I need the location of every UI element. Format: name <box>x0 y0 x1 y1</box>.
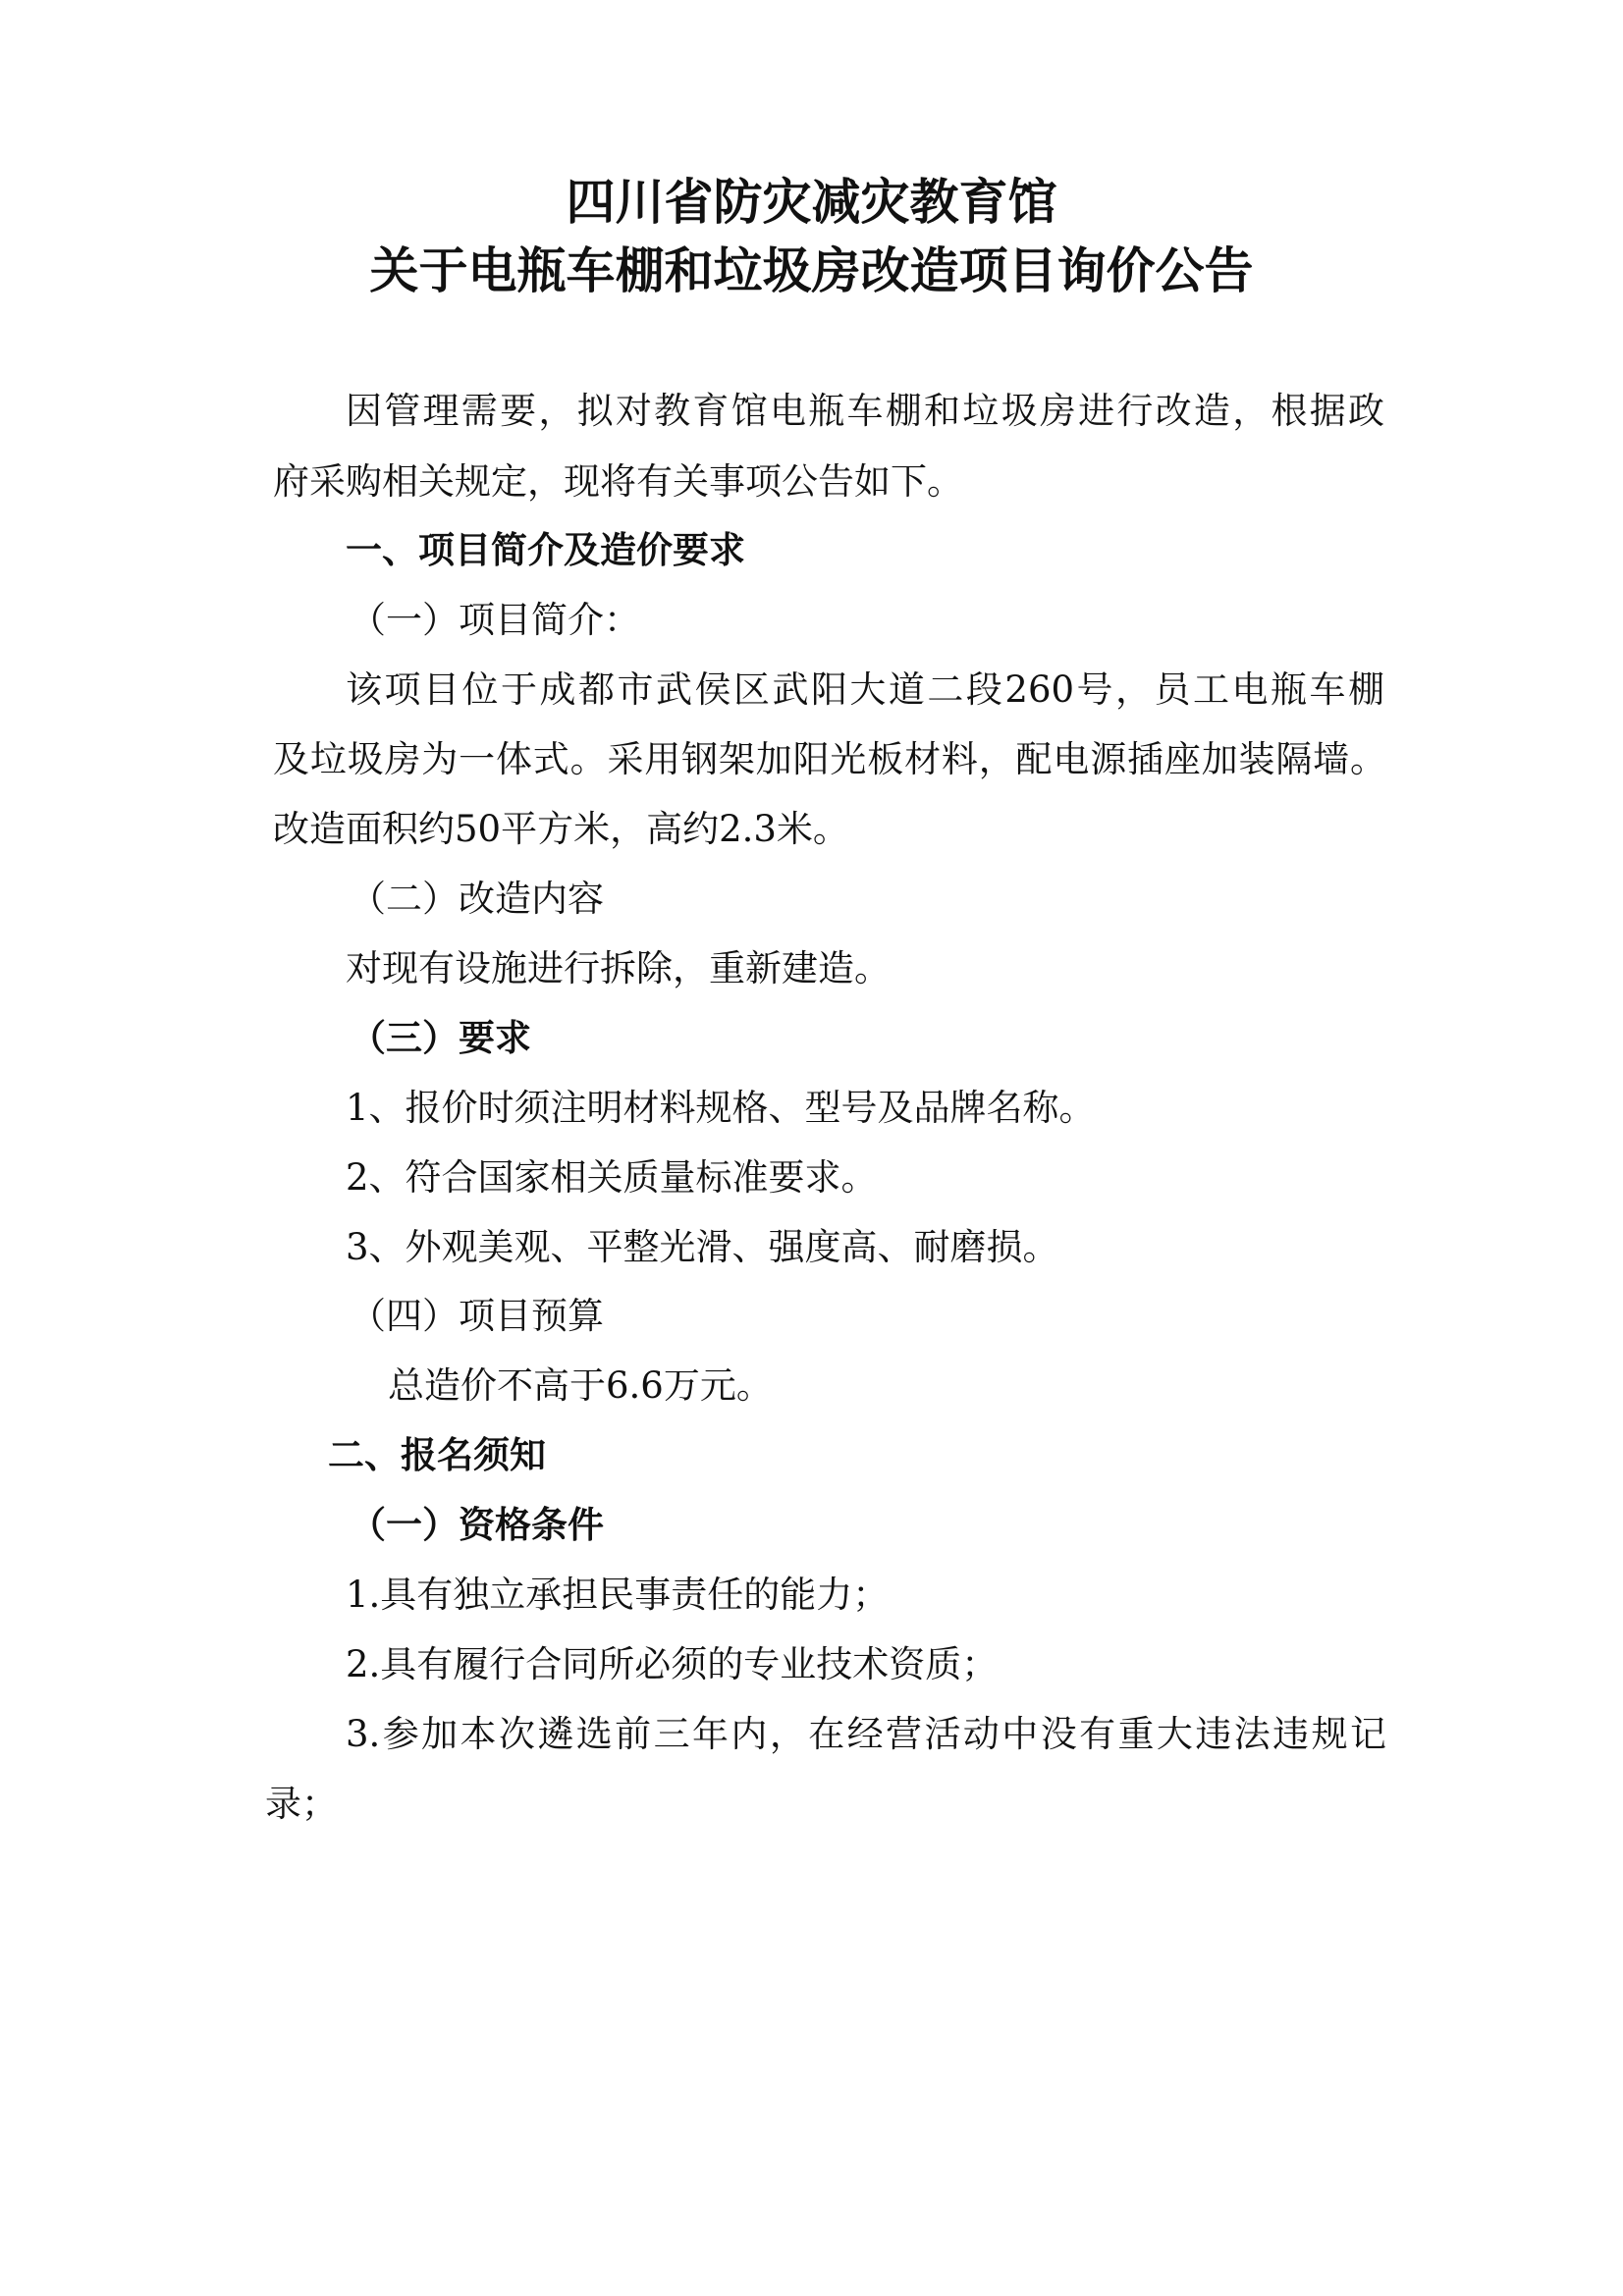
qualification-item-continued: 录； <box>265 1783 338 1825</box>
section-1-sub-1-line-3: 改造面积约50平方米，高约2.3米。 <box>273 808 849 850</box>
section-1-sub-4-heading: （四）项目预算 <box>350 1295 604 1337</box>
requirement-item: 2、符合国家相关质量标准要求。 <box>346 1156 878 1199</box>
section-1-sub-2-heading: （二）改造内容 <box>350 878 604 920</box>
requirement-item: 3、外观美观、平整光滑、强度高、耐磨损。 <box>346 1226 1059 1268</box>
qualification-item: 2.具有履行合同所必须的专业技术资质； <box>346 1643 999 1685</box>
requirement-item: 1、报价时须注明材料规格、型号及品牌名称。 <box>346 1087 1096 1129</box>
section-1-sub-1-line-1: 该项目位于成都市武侯区武阳大道二段260号，员工电瓶车棚 <box>346 668 1384 711</box>
section-1-sub-4-text: 总造价不高于6.6万元。 <box>388 1364 773 1407</box>
qualification-item: 3.参加本次遴选前三年内，在经营活动中没有重大违法违规记 <box>346 1713 1386 1755</box>
section-2-sub-1-heading: （一）资格条件 <box>350 1504 604 1546</box>
section-1-sub-1-heading: （一）项目简介： <box>350 599 640 641</box>
intro-paragraph-line-1: 因管理需要，拟对教育馆电瓶车棚和垃圾房进行改造，根据政 <box>346 390 1384 432</box>
section-1-heading: 一、项目简介及造价要求 <box>346 529 745 571</box>
qualification-item: 1.具有独立承担民事责任的能力； <box>346 1574 890 1616</box>
section-1-sub-2-text: 对现有设施进行拆除，重新建造。 <box>346 947 891 989</box>
section-1-sub-3-heading: （三）要求 <box>350 1017 531 1059</box>
page-title-line-2: 关于电瓶车棚和垃圾房改造项目询价公告 <box>369 241 1254 299</box>
section-1-sub-1-line-2: 及垃圾房为一体式。采用钢架加阳光板材料，配电源插座加装隔墙。 <box>273 738 1386 780</box>
intro-paragraph-line-2: 府采购相关规定，现将有关事项公告如下。 <box>273 460 963 503</box>
section-2-heading: 二、报名须知 <box>328 1434 546 1476</box>
page-title-line-1: 四川省防灾减灾教育馆 <box>566 173 1057 231</box>
